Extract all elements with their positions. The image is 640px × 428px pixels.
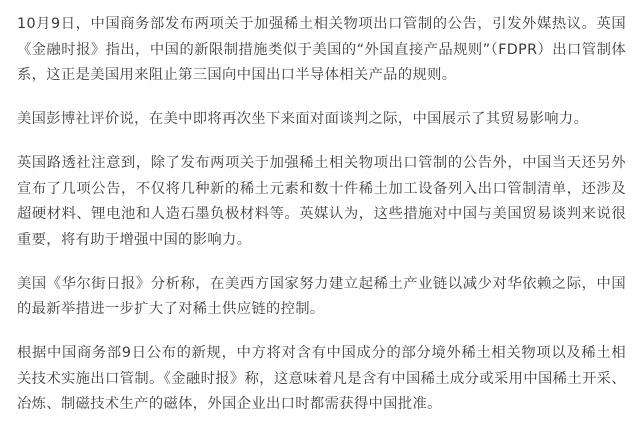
- paragraph-wsj: 美国《华尔街日报》分析称，在美西方国家努力建立起稀土产业链以减少对华依赖之际，中国的最新举措进一步扩大了对稀土供应链的控制。: [17, 275, 626, 318]
- paragraph-reuters: 英国路透社注意到，除了发布两项关于加强稀土相关物项出口管制的公告外，中国当天还另外宣布了几项公告，不仅将几种新的稀土元素和数十件稀土加工设备列入出口管制清单，还涉及超硬材料、锂电池和人造石墨负极材料等。英媒认为，这些措施对中国与美国贸易谈判来说很重要，将有助于增强中国的影响力。: [17, 154, 626, 248]
- paragraph-bloomberg: 美国彭博社评价说，在美中即将再次坐下来面对面谈判之际，中国展示了其贸易影响力。: [17, 111, 589, 128]
- paragraph-mofcom-rules: 根据中国商务部9日公布的新规，中方将对含有中国成分的部分境外稀土相关物项以及稀土相关技术实施出口管制。《金融时报》称，这意味着凡是含有中国稀土成分或采用中国稀土开采、冶炼、制磁技术生产的磁体，外国企业出口时都需获得中国批准。: [17, 345, 626, 413]
- paragraph-intro: 10月9日，中国商务部发布两项关于加强稀土相关物项出口管制的公告，引发外媒热议。英国《金融时报》指出，中国的新限制措施类似于美国的“外国直接产品规则”（FDPR）出口管制体系，这正是美国用来阻止第三国向中国出口半导体相关产品的规则。: [17, 16, 626, 84]
